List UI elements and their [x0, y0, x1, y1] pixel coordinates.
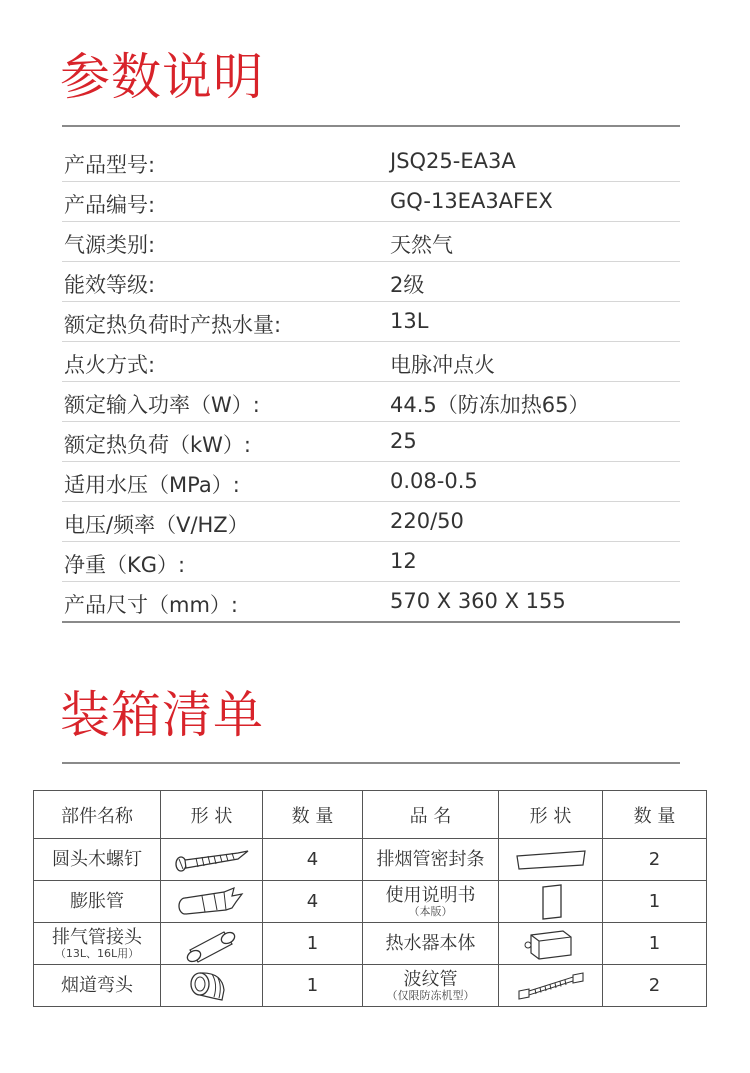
quantity: 2 — [603, 965, 707, 1007]
item-name-note: （仅限防冻机型） — [386, 988, 475, 1002]
item-name-label: 波纹管 — [403, 968, 458, 990]
part-name-label: 排气管接头 — [52, 926, 142, 948]
param-label: 气源类别: — [64, 233, 156, 257]
item-name — [363, 881, 499, 923]
param-row-weight — [62, 542, 680, 582]
part-name: 膨胀管 — [34, 881, 161, 923]
item-name-note: （本版） — [408, 904, 453, 918]
param-value: 570 X 360 X 155 — [390, 589, 566, 613]
params-section-title: 参数说明 — [60, 48, 264, 106]
quantity: 1 — [603, 923, 707, 965]
params-top-rule — [62, 125, 680, 127]
param-label: 净重（KG）: — [64, 553, 186, 577]
header-quantity: 数 量 — [603, 791, 707, 839]
table-row — [34, 965, 707, 1007]
param-row-water-pressure — [62, 462, 680, 502]
param-row-ignition — [62, 342, 680, 382]
corrugated-hose-icon — [499, 965, 603, 1007]
param-label: 电压/频率（V/HZ） — [64, 513, 249, 537]
packing-table — [33, 790, 707, 1007]
param-label: 额定热负荷时产热水量: — [64, 313, 282, 337]
part-name: 圆头木螺钉 — [34, 839, 161, 881]
param-row-serial — [62, 182, 680, 222]
param-value: GQ-13EA3AFEX — [390, 189, 553, 213]
item-name: 热水器本体 — [363, 923, 499, 965]
packing-section-title: 装箱清单 — [60, 686, 264, 744]
param-value: 13L — [390, 309, 429, 333]
elbow-duct-icon — [161, 965, 263, 1007]
table-row — [34, 839, 707, 881]
manual-icon — [499, 881, 603, 923]
param-value: 25 — [390, 429, 417, 453]
param-label: 点火方式: — [64, 353, 156, 377]
packing-header-row — [34, 791, 707, 839]
param-row-model — [62, 142, 680, 182]
item-name — [363, 965, 499, 1007]
header-part-name: 部件名称 — [34, 791, 161, 839]
param-value: 44.5（防冻加热65） — [390, 393, 590, 417]
header-shape: 形 状 — [499, 791, 603, 839]
param-row-voltage — [62, 502, 680, 542]
param-label: 产品尺寸（mm）: — [64, 593, 238, 617]
anchor-plug-icon — [161, 881, 263, 923]
quantity: 2 — [603, 839, 707, 881]
param-label: 额定热负荷（kW）: — [64, 433, 251, 457]
quantity: 1 — [263, 923, 363, 965]
header-shape: 形 状 — [161, 791, 263, 839]
param-value: 0.08-0.5 — [390, 469, 478, 493]
param-row-gas-type — [62, 222, 680, 262]
item-name-label: 使用说明书 — [385, 884, 476, 906]
part-name: 烟道弯头 — [34, 965, 161, 1007]
param-row-hot-water-output — [62, 302, 680, 342]
param-row-dimensions — [62, 582, 680, 623]
param-value: 电脉冲点火 — [390, 353, 495, 377]
param-row-heat-load — [62, 422, 680, 462]
screw-icon — [161, 839, 263, 881]
heater-unit-icon — [499, 923, 603, 965]
param-label: 产品编号: — [64, 193, 156, 217]
param-label: 额定输入功率（W）: — [64, 393, 260, 417]
part-name — [34, 923, 161, 965]
param-label: 能效等级: — [64, 273, 156, 297]
param-row-input-power — [62, 382, 680, 422]
table-row — [34, 881, 707, 923]
pipe-connector-icon — [161, 923, 263, 965]
param-value: JSQ25-EA3A — [390, 149, 516, 173]
param-value: 12 — [390, 549, 417, 573]
param-row-efficiency — [62, 262, 680, 302]
part-name-note: （13L、16L用） — [54, 946, 140, 960]
quantity: 1 — [263, 965, 363, 1007]
param-value: 220/50 — [390, 509, 464, 533]
params-list — [62, 142, 680, 623]
quantity: 4 — [263, 839, 363, 881]
header-quantity: 数 量 — [263, 791, 363, 839]
param-value: 2级 — [390, 273, 425, 297]
param-label: 产品型号: — [64, 153, 156, 177]
table-row — [34, 923, 707, 965]
seal-strip-icon — [499, 839, 603, 881]
header-item-name: 品 名 — [363, 791, 499, 839]
quantity: 4 — [263, 881, 363, 923]
param-label: 适用水压（MPa）: — [64, 473, 240, 497]
quantity: 1 — [603, 881, 707, 923]
param-value: 天然气 — [390, 233, 453, 257]
item-name: 排烟管密封条 — [363, 839, 499, 881]
packing-top-rule — [62, 762, 680, 764]
